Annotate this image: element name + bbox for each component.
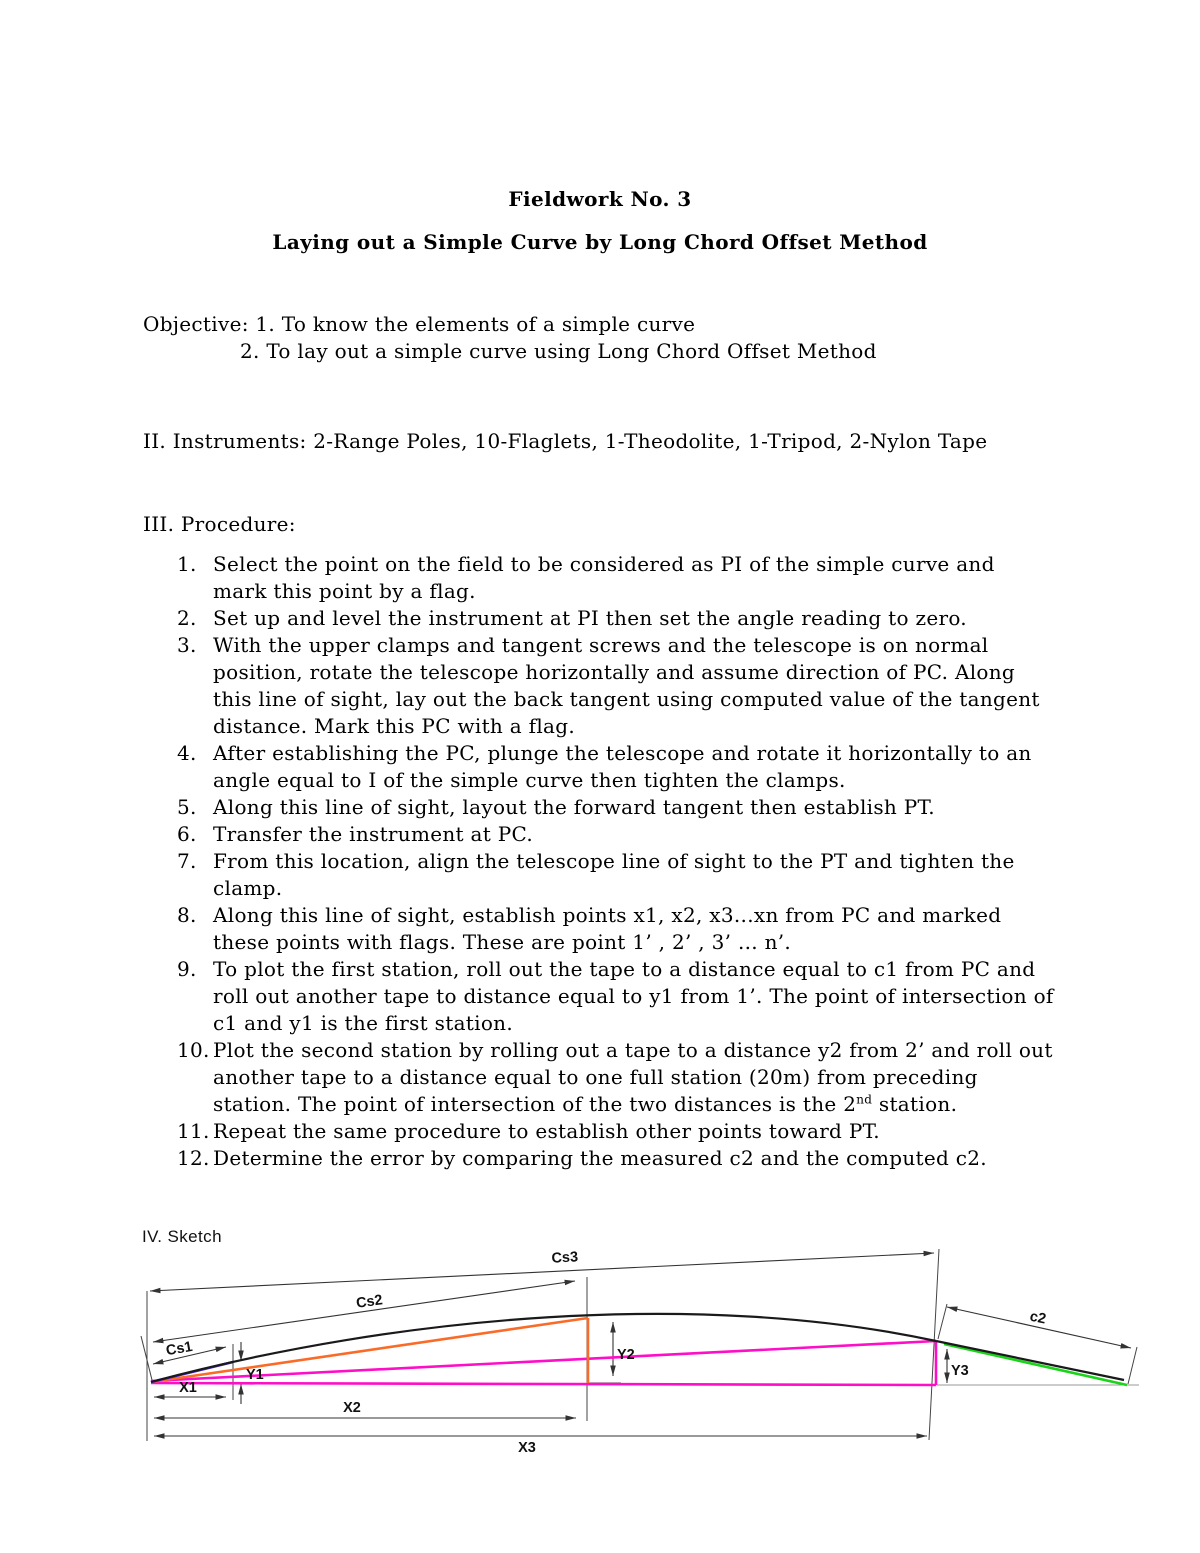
objective-line-2: 2. To lay out a simple curve using Long Chord Offset Method — [240, 339, 877, 363]
label-y1: Y1 — [246, 1367, 264, 1383]
procedure-item-text — [213, 1037, 1055, 1118]
procedure-item — [177, 902, 1055, 956]
procedure-item-text-a: Plot the second station by rolling out a tape to a distance y2 from 2’ and roll out another tape to a distance equal to one full station (20m) from preceding station. The point of intersection of the two distances is the 2 — [213, 1038, 1053, 1116]
procedure-item-number: 6. — [177, 822, 197, 846]
long-chord-baseline — [151, 1383, 936, 1385]
procedure-item-number: 7. — [177, 849, 197, 873]
extension-line-pt — [929, 1249, 939, 1440]
label-x3: X3 — [518, 1440, 536, 1456]
procedure-item — [177, 740, 1055, 794]
extension-tick-c2-left — [938, 1304, 947, 1339]
chord-c2-line — [944, 1344, 1127, 1385]
procedure-item-number: 11. — [177, 1119, 210, 1143]
procedure-item-text: Repeat the same procedure to establish other points toward PT. — [213, 1119, 880, 1143]
procedure-item-text: Select the point on the field to be considered as PI of the simple curve and mark this point by a flag. — [213, 552, 995, 603]
procedure-item-number: 9. — [177, 957, 197, 981]
dimension-cs2 — [153, 1281, 575, 1342]
procedure-item-number: 12. — [177, 1146, 210, 1170]
procedure-item — [177, 632, 1055, 740]
procedure-item-number: 3. — [177, 633, 197, 657]
label-cs2: Cs2 — [355, 1292, 384, 1312]
sketch-diagram — [0, 1244, 1200, 1553]
procedure-item-text: After establishing the PC, plunge the telescope and rotate it horizontally to an angle equal to I of the simple curve then tighten the clamps. — [213, 741, 1032, 792]
procedure-item-text: From this location, align the telescope line of sight to the PT and tighten the clamp. — [213, 849, 1015, 900]
label-cs1: Cs1 — [164, 1338, 194, 1360]
objective-line-1: Objective: 1. To know the elements of a simple curve — [143, 312, 696, 336]
page-title: Fieldwork No. 3 — [508, 187, 692, 211]
procedure-item-number: 2. — [177, 606, 197, 630]
procedure-item-text-b: station. — [872, 1092, 958, 1116]
procedure-item — [177, 956, 1055, 1037]
chord-cs2-line — [151, 1318, 588, 1382]
label-x1: X1 — [179, 1380, 197, 1396]
procedure-item-text: To plot the first station, roll out the tape to a distance equal to c1 from PC and roll out another tape to distance equal to y1 from 1’. The point of intersection of c1 and y1 is the first station. — [213, 957, 1054, 1035]
label-cs3: Cs3 — [551, 1249, 579, 1267]
instruments-line: II. Instruments: 2-Range Poles, 10-Flaglets, 1-Theodolite, 1-Tripod, 2-Nylon Tape — [143, 429, 988, 453]
procedure-item-number: 1. — [177, 552, 197, 576]
procedure-item-text: With the upper clamps and tangent screws and the telescope is on normal position, rotate the telescope horizontally and assume direction of PC. Along this line of sight, lay out the back tangent using computed value of the tangent distance. Mark this PC with a flag. — [213, 633, 1040, 738]
procedure-list — [177, 551, 1055, 1172]
procedure-item-text: Determine the error by comparing the measured c2 and the computed c2. — [213, 1146, 987, 1170]
label-y2: Y2 — [617, 1347, 635, 1363]
procedure-item-text: Set up and level the instrument at PI then set the angle reading to zero. — [213, 606, 967, 630]
procedure-item-number: 5. — [177, 795, 197, 819]
procedure-item — [177, 1037, 1055, 1118]
procedure-item-text: Transfer the instrument at PC. — [213, 822, 534, 846]
procedure-item — [177, 794, 1055, 821]
label-x2: X2 — [343, 1400, 361, 1416]
procedure-item — [177, 1118, 1055, 1145]
procedure-item — [177, 848, 1055, 902]
procedure-item-text: Along this line of sight, establish points x1, x2, x3...xn from PC and marked these points with flags. These are point 1’ , 2’ , 3’ ... n’. — [213, 903, 1002, 954]
procedure-item — [177, 551, 1055, 605]
procedure-item — [177, 1145, 1055, 1172]
long-chord-upper-line — [151, 1338, 936, 1381]
label-y3: Y3 — [951, 1363, 969, 1379]
ordinal-suffix: nd — [856, 1092, 873, 1107]
procedure-item-text: Along this line of sight, layout the forward tangent then establish PT. — [213, 795, 935, 819]
sketch-heading: IV. Sketch — [142, 1227, 222, 1246]
procedure-item — [177, 821, 1055, 848]
procedure-item — [177, 605, 1055, 632]
page-subtitle: Laying out a Simple Curve by Long Chord Offset Method — [272, 230, 928, 254]
extension-tick-c2-right — [1128, 1347, 1137, 1384]
procedure-heading: III. Procedure: — [143, 512, 296, 536]
procedure-item-number: 8. — [177, 903, 197, 927]
procedure-item-number: 4. — [177, 741, 197, 765]
objective-section — [143, 311, 1063, 365]
label-c2: c2 — [1028, 1308, 1048, 1328]
procedure-item-number: 10. — [177, 1038, 210, 1062]
